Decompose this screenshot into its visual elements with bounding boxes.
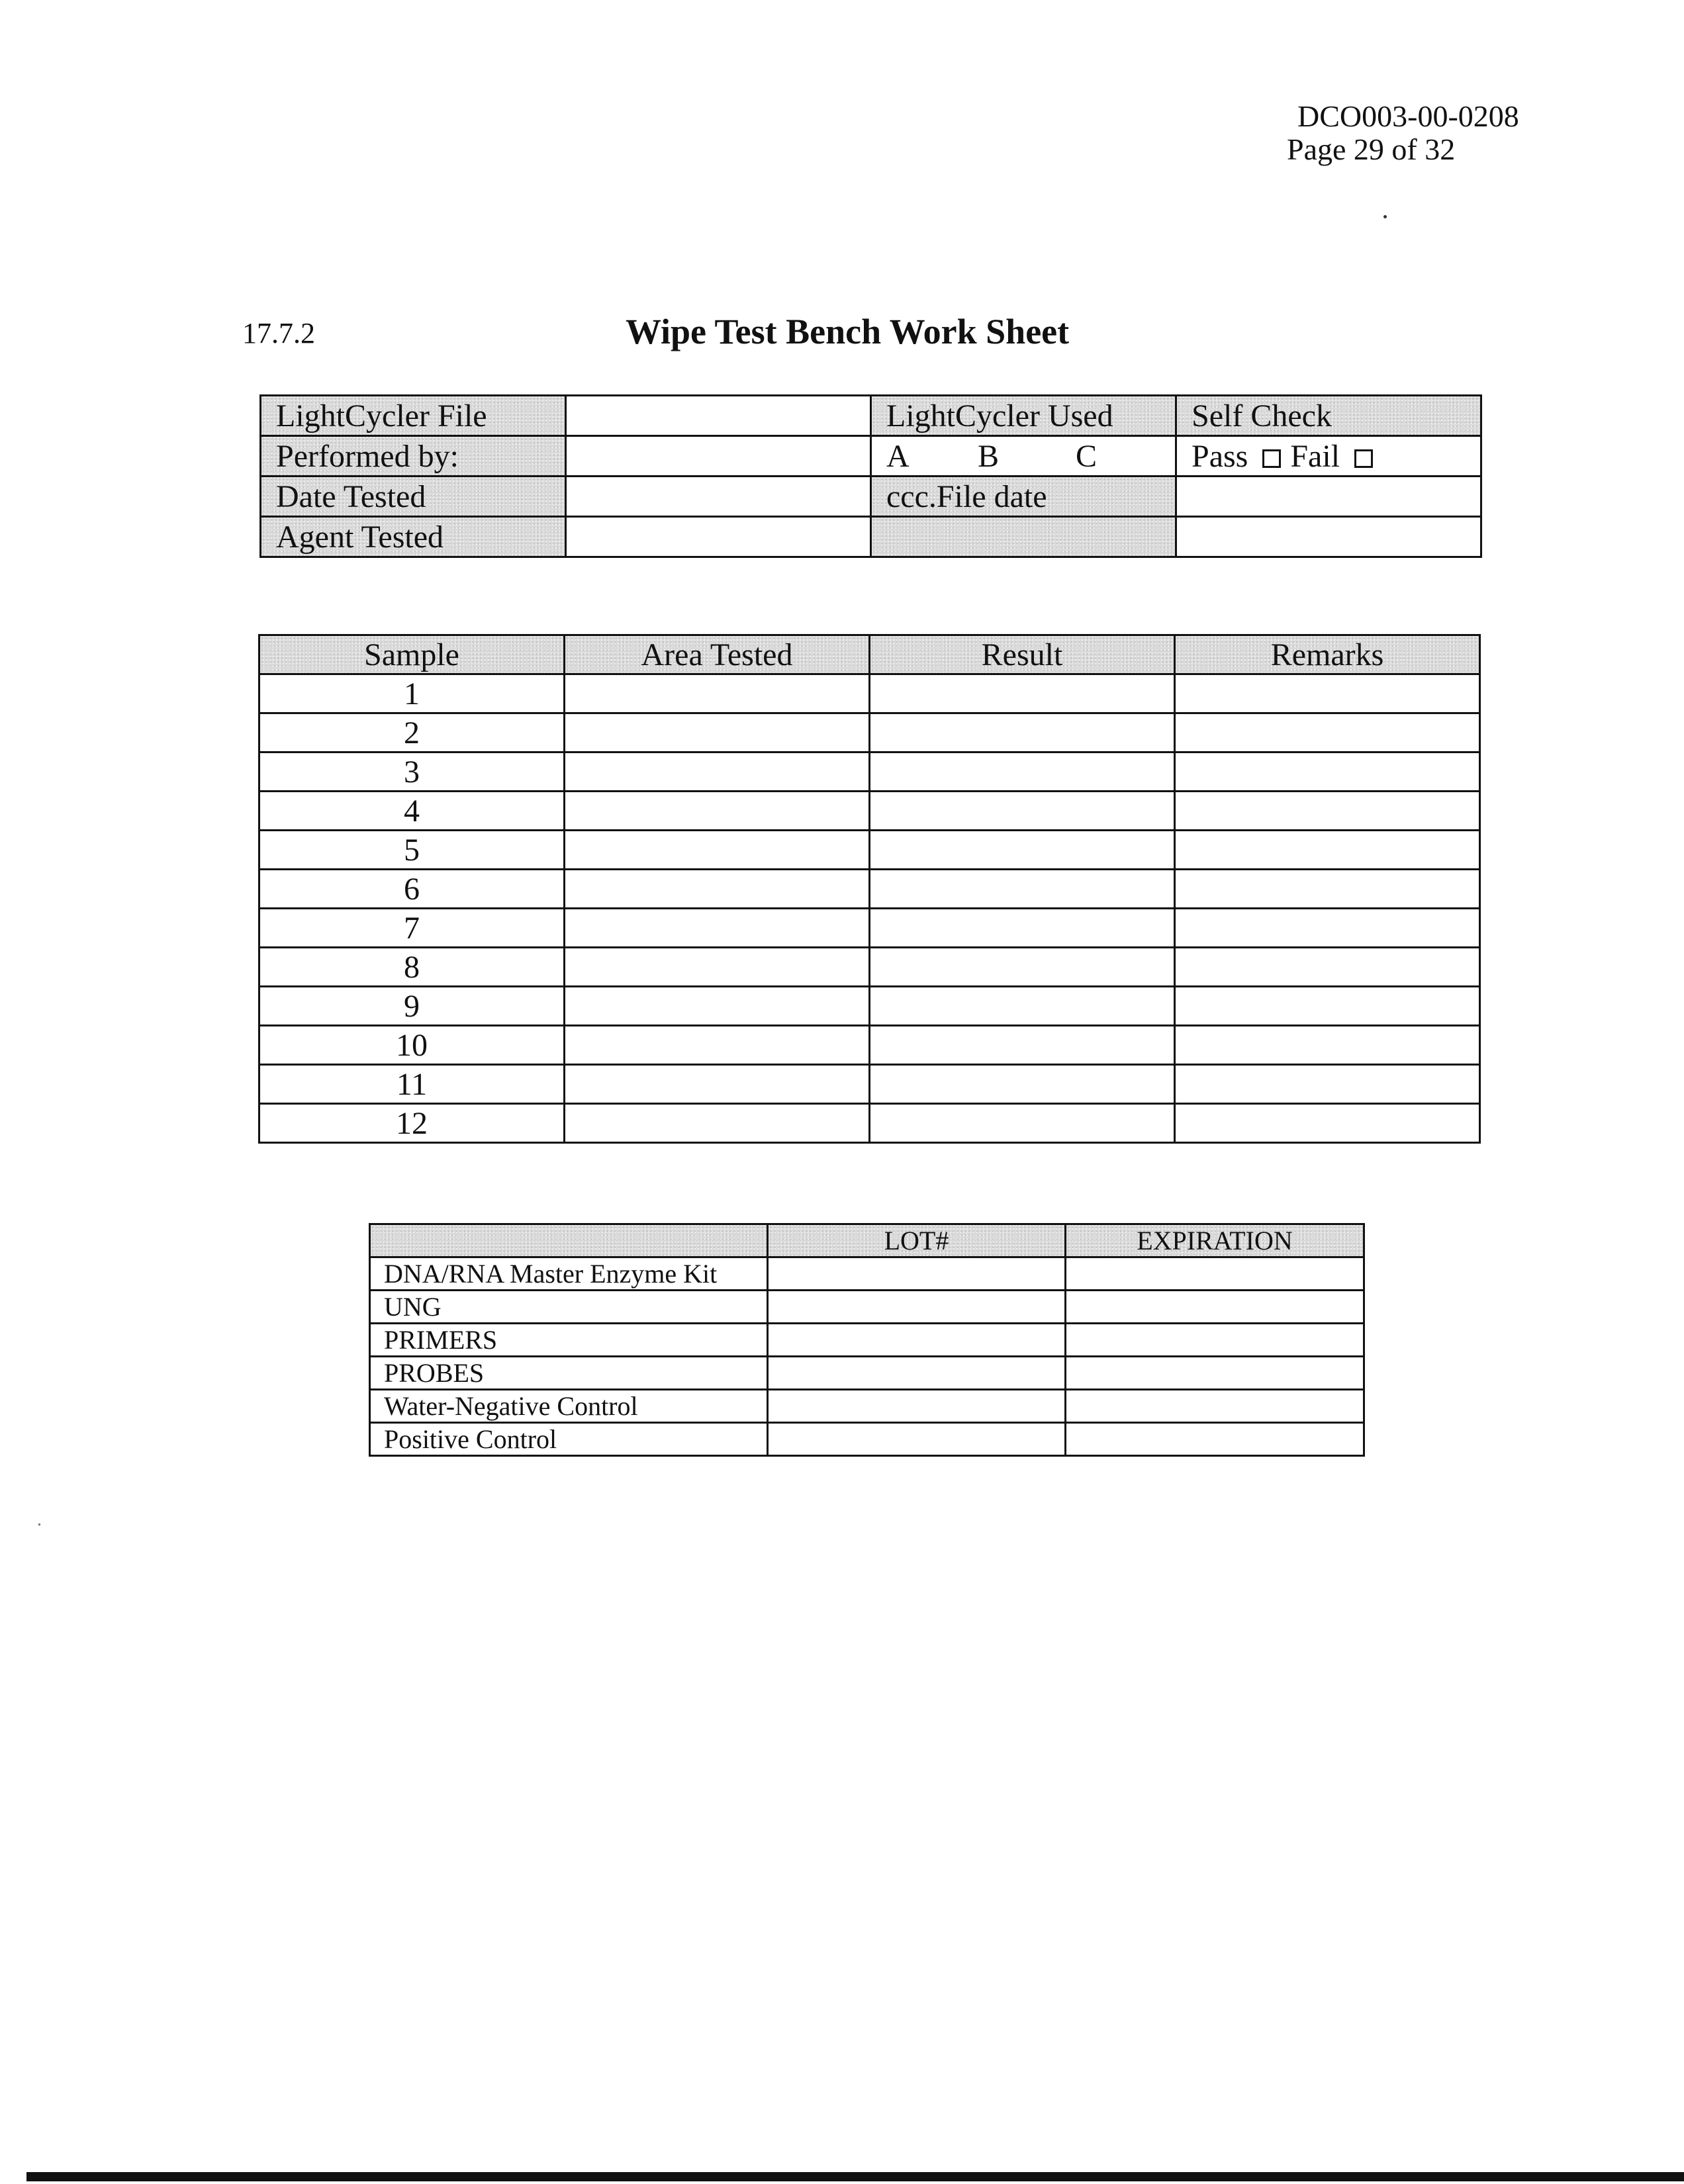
reagent-name: UNG	[370, 1291, 768, 1324]
table-row	[259, 1104, 1480, 1143]
remarks-cell[interactable]	[1175, 909, 1480, 948]
expiration-header: EXPIRATION	[1066, 1224, 1364, 1257]
table-row	[259, 831, 1480, 870]
area-tested-cell[interactable]	[565, 987, 870, 1026]
reagent-name: DNA/RNA Master Enzyme Kit	[370, 1257, 768, 1291]
self-check-options	[1176, 436, 1481, 477]
option-a[interactable]: A	[886, 438, 910, 474]
result-cell[interactable]	[870, 674, 1175, 713]
result-cell[interactable]	[870, 713, 1175, 752]
remarks-cell[interactable]	[1175, 792, 1480, 831]
result-cell[interactable]	[870, 752, 1175, 792]
expiration-cell[interactable]	[1066, 1357, 1364, 1390]
remarks-cell[interactable]	[1175, 752, 1480, 792]
fail-label: Fail	[1290, 438, 1340, 474]
area-tested-cell[interactable]	[565, 831, 870, 870]
sample-header: Sample	[259, 635, 565, 674]
agent-tested-label: Agent Tested	[261, 517, 566, 557]
reagent-name: PRIMERS	[370, 1324, 768, 1357]
sample-number: 3	[259, 752, 565, 792]
result-cell[interactable]	[870, 909, 1175, 948]
page-bottom-edge	[26, 2172, 1684, 2181]
expiration-cell[interactable]	[1066, 1324, 1364, 1357]
remarks-header: Remarks	[1175, 635, 1480, 674]
area-tested-header: Area Tested	[565, 635, 870, 674]
performed-by-label: Performed by:	[261, 436, 566, 477]
page-title: Wipe Test Bench Work Sheet	[626, 312, 1070, 351]
document-id: DCO003-00-0208	[1297, 99, 1519, 133]
section-number: 17.7.2	[242, 317, 315, 349]
table-row	[370, 1324, 1364, 1357]
area-tested-cell[interactable]	[565, 792, 870, 831]
pass-checkbox[interactable]	[1262, 449, 1281, 468]
sample-number: 5	[259, 831, 565, 870]
lot-cell[interactable]	[768, 1291, 1066, 1324]
date-tested-label: Date Tested	[261, 477, 566, 517]
sample-number: 11	[259, 1065, 565, 1104]
table-row	[259, 1026, 1480, 1065]
expiration-cell[interactable]	[1066, 1423, 1364, 1456]
info-table	[259, 394, 1482, 558]
lot-cell[interactable]	[768, 1357, 1066, 1390]
area-tested-cell[interactable]	[565, 1026, 870, 1065]
result-cell[interactable]	[870, 948, 1175, 987]
ccc-file-date-label: ccc.File date	[871, 477, 1176, 517]
reagent-name: PROBES	[370, 1357, 768, 1390]
sample-table	[258, 634, 1481, 1144]
sample-number: 2	[259, 713, 565, 752]
table-row	[370, 1390, 1364, 1423]
sample-number: 6	[259, 870, 565, 909]
table-row	[259, 713, 1480, 752]
table-row	[259, 674, 1480, 713]
table-row	[370, 1291, 1364, 1324]
result-cell[interactable]	[870, 1065, 1175, 1104]
expiration-cell[interactable]	[1066, 1390, 1364, 1423]
remarks-cell[interactable]	[1175, 1026, 1480, 1065]
sample-number: 4	[259, 792, 565, 831]
result-cell[interactable]	[870, 870, 1175, 909]
sample-number: 7	[259, 909, 565, 948]
lightcycler-file-label: LightCycler File	[261, 396, 566, 436]
table-row	[259, 948, 1480, 987]
area-tested-cell[interactable]	[565, 948, 870, 987]
remarks-cell[interactable]	[1175, 987, 1480, 1026]
sample-number: 9	[259, 987, 565, 1026]
remarks-cell[interactable]	[1175, 831, 1480, 870]
area-tested-cell[interactable]	[565, 909, 870, 948]
reagent-name-header	[370, 1224, 768, 1257]
table-row	[370, 1423, 1364, 1456]
expiration-cell[interactable]	[1066, 1257, 1364, 1291]
remarks-cell[interactable]	[1175, 870, 1480, 909]
result-header: Result	[870, 635, 1175, 674]
result-cell[interactable]	[870, 1104, 1175, 1143]
lot-cell[interactable]	[768, 1324, 1066, 1357]
area-tested-cell[interactable]	[565, 870, 870, 909]
lightcycler-file-field[interactable]	[566, 396, 871, 436]
remarks-cell[interactable]	[1175, 1065, 1480, 1104]
scan-speck	[1383, 215, 1387, 218]
reagent-name: Positive Control	[370, 1423, 768, 1456]
option-b[interactable]: B	[978, 438, 1000, 474]
blank-field[interactable]	[1176, 517, 1481, 557]
remarks-cell[interactable]	[1175, 948, 1480, 987]
table-row	[370, 1257, 1364, 1291]
self-check-label: Self Check	[1176, 396, 1481, 436]
remarks-cell[interactable]	[1175, 713, 1480, 752]
date-tested-field[interactable]	[566, 477, 871, 517]
sample-rows	[259, 674, 1480, 1143]
area-tested-cell[interactable]	[565, 1065, 870, 1104]
agent-tested-field[interactable]	[566, 517, 871, 557]
result-cell[interactable]	[870, 1026, 1175, 1065]
ccc-file-date-field[interactable]	[871, 517, 1176, 557]
page-number: Page 29 of 32	[1287, 132, 1456, 166]
table-row	[370, 1357, 1364, 1390]
table-row	[259, 870, 1480, 909]
sample-number: 10	[259, 1026, 565, 1065]
sample-number: 1	[259, 674, 565, 713]
expiration-cell[interactable]	[1066, 1291, 1364, 1324]
table-row	[259, 792, 1480, 831]
pass-label: Pass	[1192, 438, 1248, 474]
area-tested-cell[interactable]	[565, 752, 870, 792]
sample-number: 8	[259, 948, 565, 987]
lot-header: LOT#	[768, 1224, 1066, 1257]
remarks-cell[interactable]	[1175, 1104, 1480, 1143]
sample-number: 12	[259, 1104, 565, 1143]
table-row	[259, 1065, 1480, 1104]
self-check-field[interactable]	[1176, 477, 1481, 517]
area-tested-cell[interactable]	[565, 713, 870, 752]
result-cell[interactable]	[870, 831, 1175, 870]
fail-checkbox[interactable]	[1354, 449, 1373, 468]
reagent-rows	[370, 1257, 1364, 1456]
table-row	[259, 909, 1480, 948]
remarks-cell[interactable]	[1175, 674, 1480, 713]
area-tested-cell[interactable]	[565, 674, 870, 713]
lightcycler-used-label: LightCycler Used	[871, 396, 1176, 436]
table-row	[259, 987, 1480, 1026]
lot-cell[interactable]	[768, 1257, 1066, 1291]
performed-by-field[interactable]	[566, 436, 871, 477]
scan-speck	[38, 1524, 40, 1525]
lot-cell[interactable]	[768, 1423, 1066, 1456]
reagent-table	[369, 1223, 1365, 1457]
lightcycler-options[interactable]	[871, 436, 1176, 477]
option-c[interactable]: C	[1076, 438, 1098, 474]
table-row	[259, 752, 1480, 792]
result-cell[interactable]	[870, 987, 1175, 1026]
result-cell[interactable]	[870, 792, 1175, 831]
area-tested-cell[interactable]	[565, 1104, 870, 1143]
reagent-name: Water-Negative Control	[370, 1390, 768, 1423]
lot-cell[interactable]	[768, 1390, 1066, 1423]
